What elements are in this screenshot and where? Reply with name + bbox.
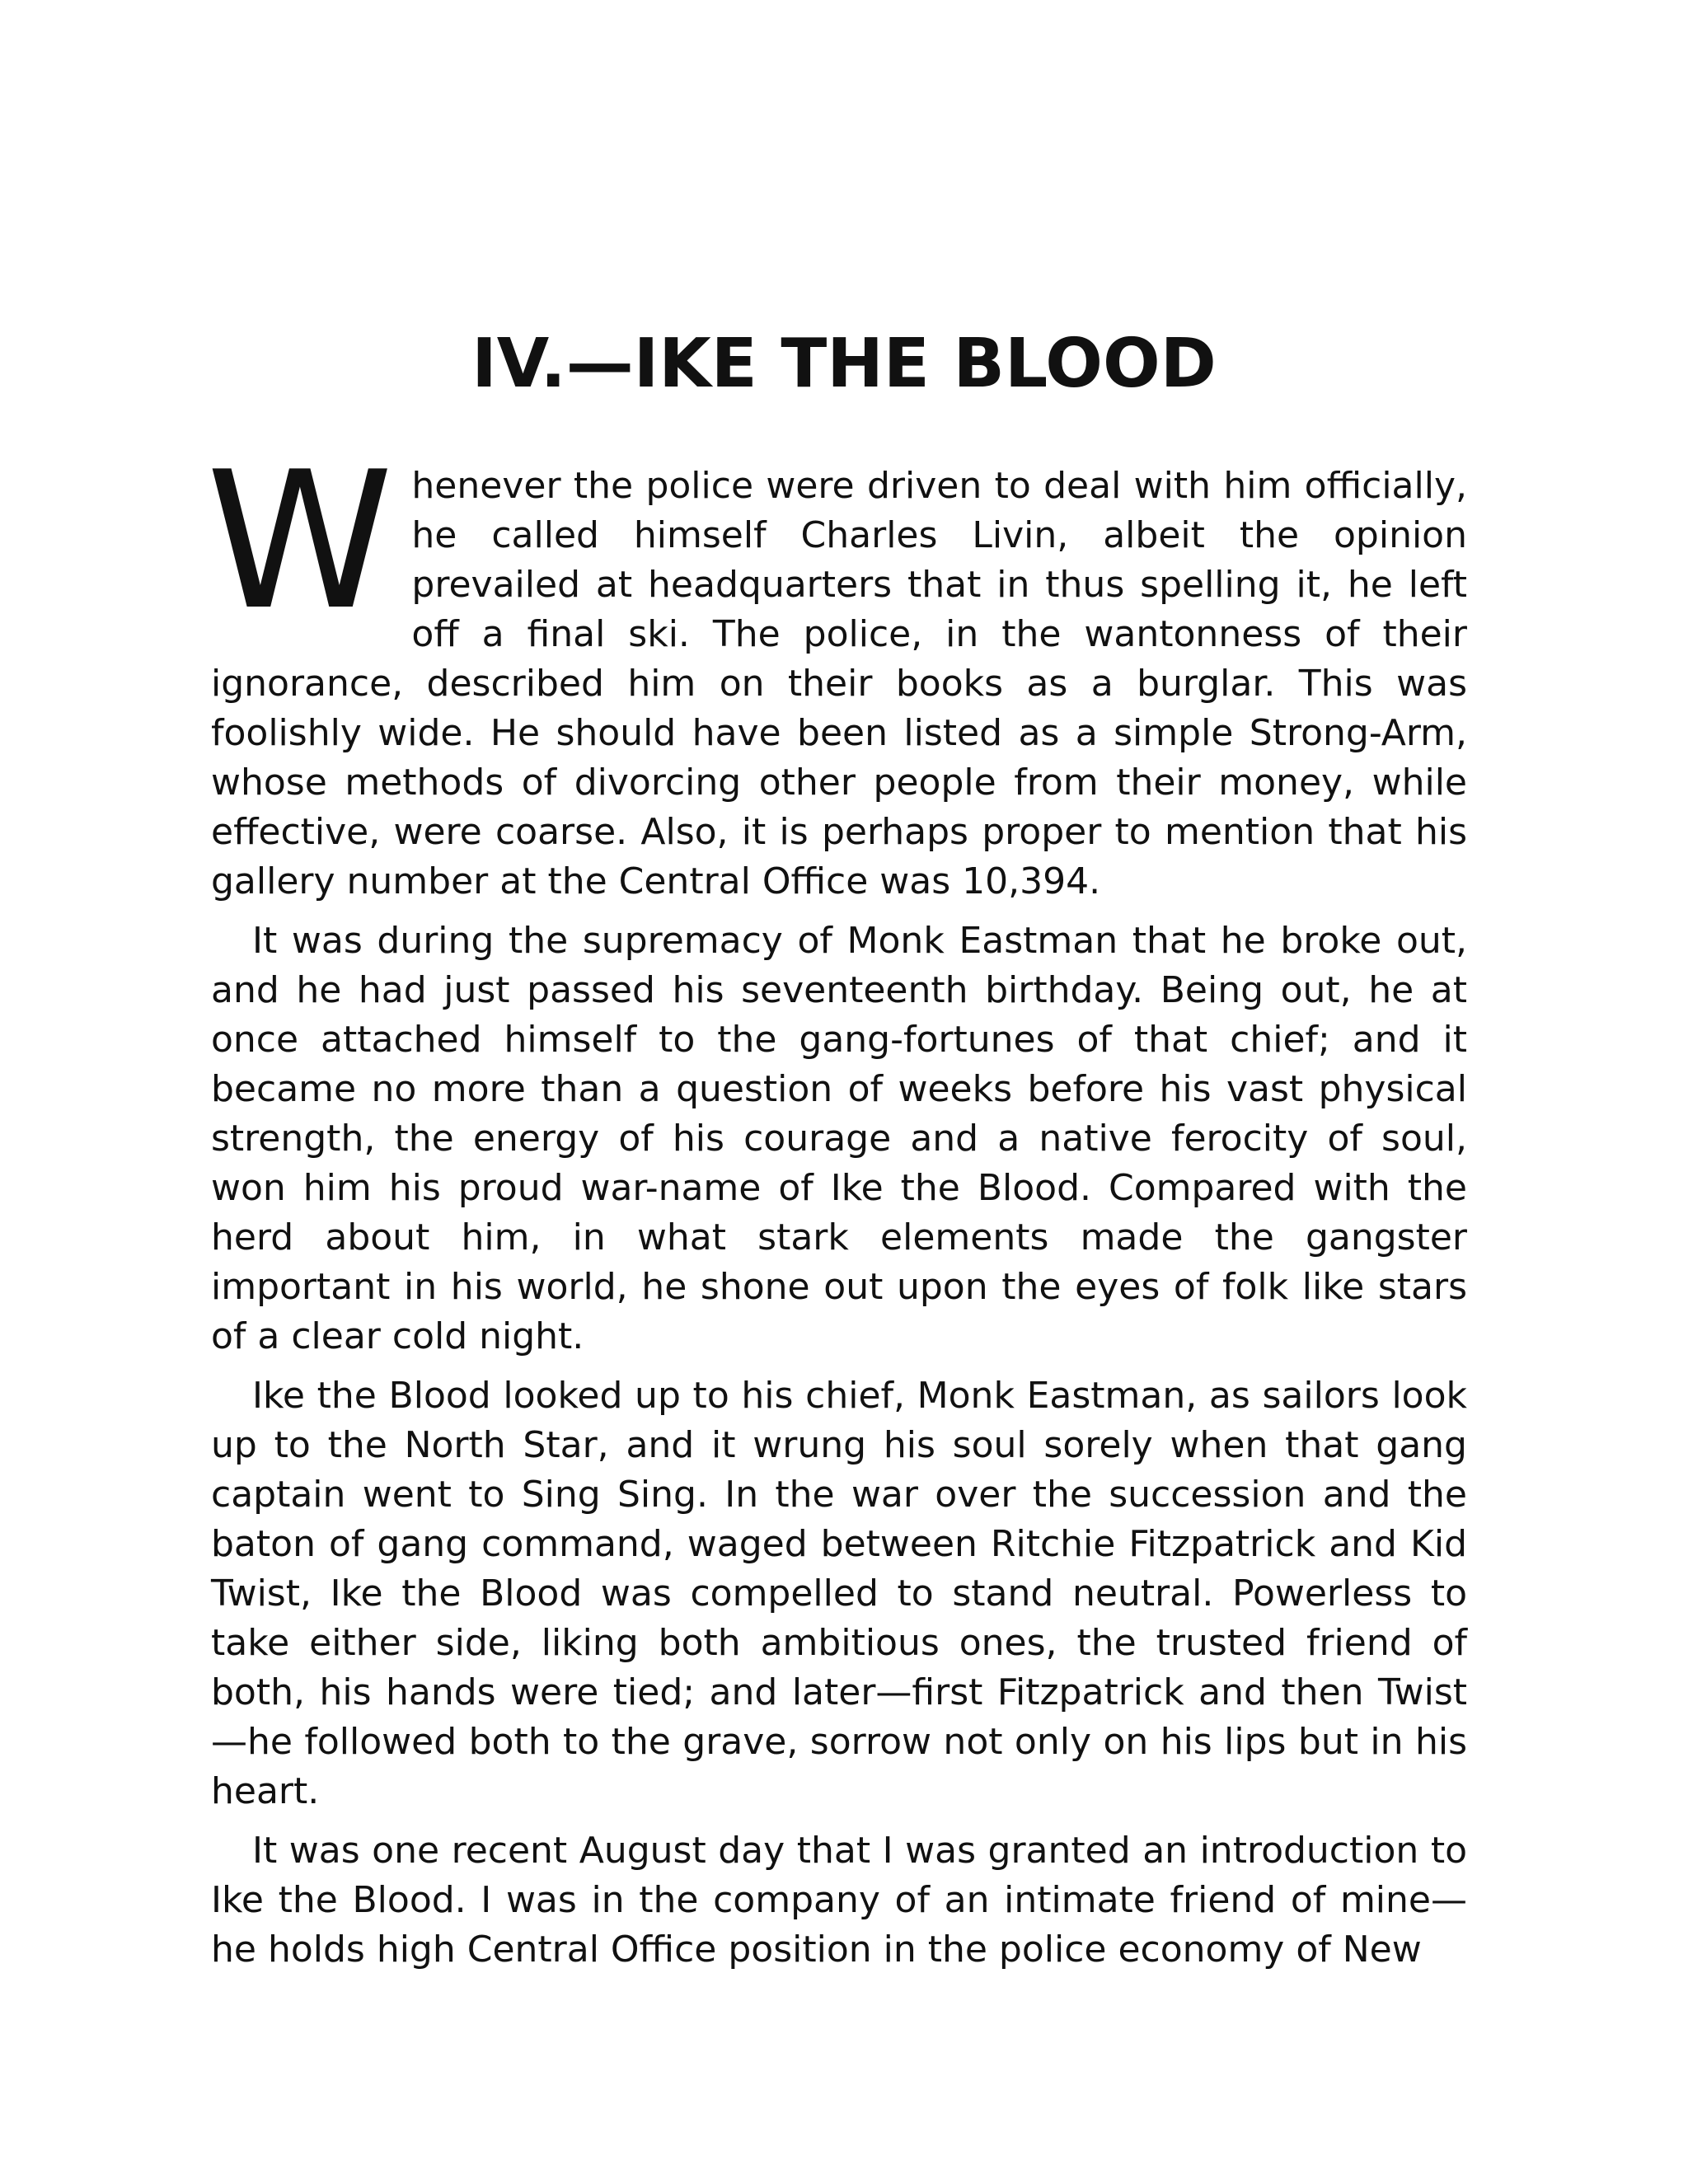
paragraph-1 [206, 432, 1467, 907]
paragraph-3: Ike the Blood looked up to his chief, Monk Eastman, as sailors look up to the North Star, and it wrung his soul sorely when that gang captain went to Sing Sing. In the war over the succession and the baton of gang command, waged between Ritchie Fitzpatrick and Kid Twist, Ike the Blood was compelled to stand neutral. Powerless to take either side, liking both ambitious ones, the trusted friend of both, his hands were tied; and later—first Fitzpatrick and then Twist—he followed both to the grave, sorrow not only on his lips but in his heart. [211, 1375, 1467, 1812]
chapter-title: IV.—IKE THE BLOOD [471, 325, 1217, 403]
drop-cap: W [206, 432, 394, 652]
paragraph-1-text: henever the police were driven to deal with him officially, he called himself Charles Livin, albeit the opinion prevailed at headquarters that in thus spelling it, he left off a final ski. The police, in the wantonness of their ignorance, described him on their books as a burglar. This was foolishly wide. He should have been listed as a simple Strong-Arm, whose methods of divorcing other people from their money, while effective, were coarse. Also, it is perhaps proper to mention that his gallery number at the Central Office was 10,394. [211, 465, 1467, 902]
paragraph-4: It was one recent August day that I was granted an introduction to Ike the Blood. I was in the company of an intimate friend of mine—he holds high Central Office position in the police economy of New [211, 1830, 1467, 1971]
chapter-body [206, 432, 1467, 1985]
paragraph-2: It was during the supremacy of Monk Eastman that he broke out, and he had just passed his seventeenth birthday. Being out, he at once attached himself to the gang-fortunes of that chief; and it became no more than a question of weeks before his vast physical strength, the energy of his courage and a native ferocity of soul, won him his proud war-name of Ike the Blood. Compared with the herd about him, in what stark elements made the gangster important in his world, he shone out upon the eyes of folk like stars of a clear cold night. [211, 920, 1467, 1357]
